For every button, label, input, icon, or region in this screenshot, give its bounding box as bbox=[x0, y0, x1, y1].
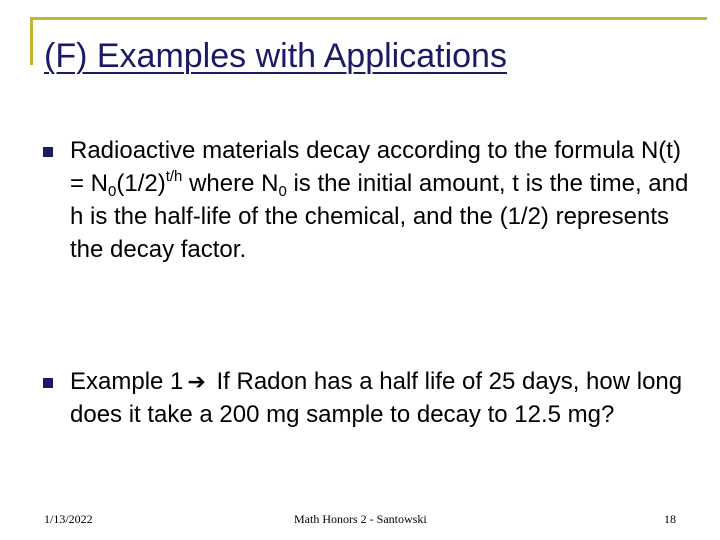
example-question: If Radon has a half life of 25 days, how long does it take a 200 mg sample to decay to 12.5 mg? bbox=[70, 368, 683, 428]
bullet-square-icon bbox=[43, 147, 53, 157]
footer-course: Math Honors 2 - Santowski bbox=[294, 512, 427, 526]
bullet-1-part-4: is the initial amount, t is the time, and h is the half-life of the chemical, and the (1/2) represents the decay factor. bbox=[70, 170, 689, 263]
bullet-1-part-2: (1/2) bbox=[116, 170, 166, 197]
subscript-zero-1: 0 bbox=[108, 183, 117, 200]
footer-date: 1/13/2022 bbox=[44, 512, 93, 526]
subscript-zero-2: 0 bbox=[278, 183, 287, 200]
bullet-2-text bbox=[70, 365, 695, 431]
left-border-line bbox=[30, 17, 33, 65]
slide-title: (F) Examples with Applications bbox=[44, 37, 507, 75]
bullet-1-part-1: Radioactive materials decay according to the formula N(t) = N bbox=[70, 137, 681, 197]
bullet-square-icon bbox=[43, 378, 53, 388]
footer-page-number: 18 bbox=[664, 512, 676, 526]
right-arrow-icon: ➔ bbox=[187, 369, 206, 394]
exponent-t-over-h: t/h bbox=[165, 168, 183, 185]
bullet-1-text bbox=[70, 134, 695, 266]
top-border-line bbox=[30, 17, 707, 20]
bullet-1-part-3: where N bbox=[182, 170, 279, 197]
example-label: Example 1 bbox=[70, 368, 184, 395]
